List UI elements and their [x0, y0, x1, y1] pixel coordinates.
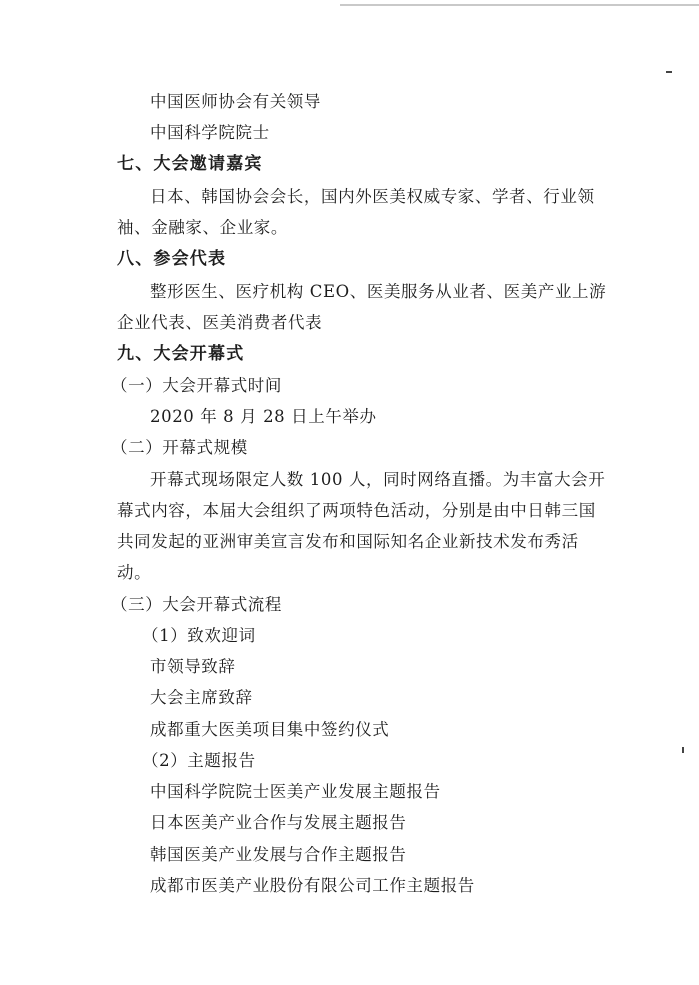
- program-item: （2）主题报告: [142, 751, 256, 770]
- scan-mark: [666, 71, 672, 73]
- section-heading: 七、大会邀请嘉宾: [117, 154, 263, 174]
- section-heading: 九、大会开幕式: [117, 344, 245, 364]
- program-item: （1）致欢迎词: [142, 626, 256, 645]
- program-item: 市领导致辞: [150, 657, 236, 676]
- section-heading: 八、参会代表: [117, 249, 227, 269]
- paragraph-line: 整形医生、医疗机构 CEO、医美服务从业者、医美产业上游: [150, 282, 607, 301]
- program-item: 中国科学院院士医美产业发展主题报告: [150, 782, 441, 801]
- subsection-heading: （二）开幕式规模: [111, 438, 248, 457]
- paragraph-line: 共同发起的亚洲审美宣言发布和国际知名企业新技术发布秀活: [117, 532, 579, 551]
- attendee-line: 中国科学院院士: [150, 123, 270, 142]
- paragraph-line: 幕式内容，本届大会组织了两项特色活动，分别是由中日韩三国: [117, 501, 596, 520]
- paragraph-line: 企业代表、医美消费者代表: [117, 313, 323, 332]
- paragraph-line: 开幕式现场限定人数 100 人，同时网络直播。为丰富大会开: [150, 470, 606, 489]
- subsection-heading: （三）大会开幕式流程: [111, 595, 282, 614]
- attendee-line: 中国医师协会有关领导: [150, 92, 321, 111]
- paragraph-line: 动。: [117, 563, 152, 582]
- program-item: 大会主席致辞: [150, 688, 253, 707]
- program-item: 成都重大医美项目集中签约仪式: [150, 720, 390, 739]
- program-item: 成都市医美产业股份有限公司工作主题报告: [150, 876, 475, 895]
- paragraph-line: 日本、韩国协会会长，国内外医美权威专家、学者、行业领: [150, 187, 595, 206]
- program-item: 日本医美产业合作与发展主题报告: [150, 813, 407, 832]
- scan-mark: [682, 747, 684, 753]
- paragraph-line: 袖、金融家、企业家。: [117, 218, 288, 237]
- paragraph-line: 2020 年 8 月 28 日上午举办: [150, 407, 377, 426]
- subsection-heading: （一）大会开幕式时间: [111, 376, 282, 395]
- scan-edge-line: [340, 4, 699, 6]
- program-item: 韩国医美产业发展与合作主题报告: [150, 845, 407, 864]
